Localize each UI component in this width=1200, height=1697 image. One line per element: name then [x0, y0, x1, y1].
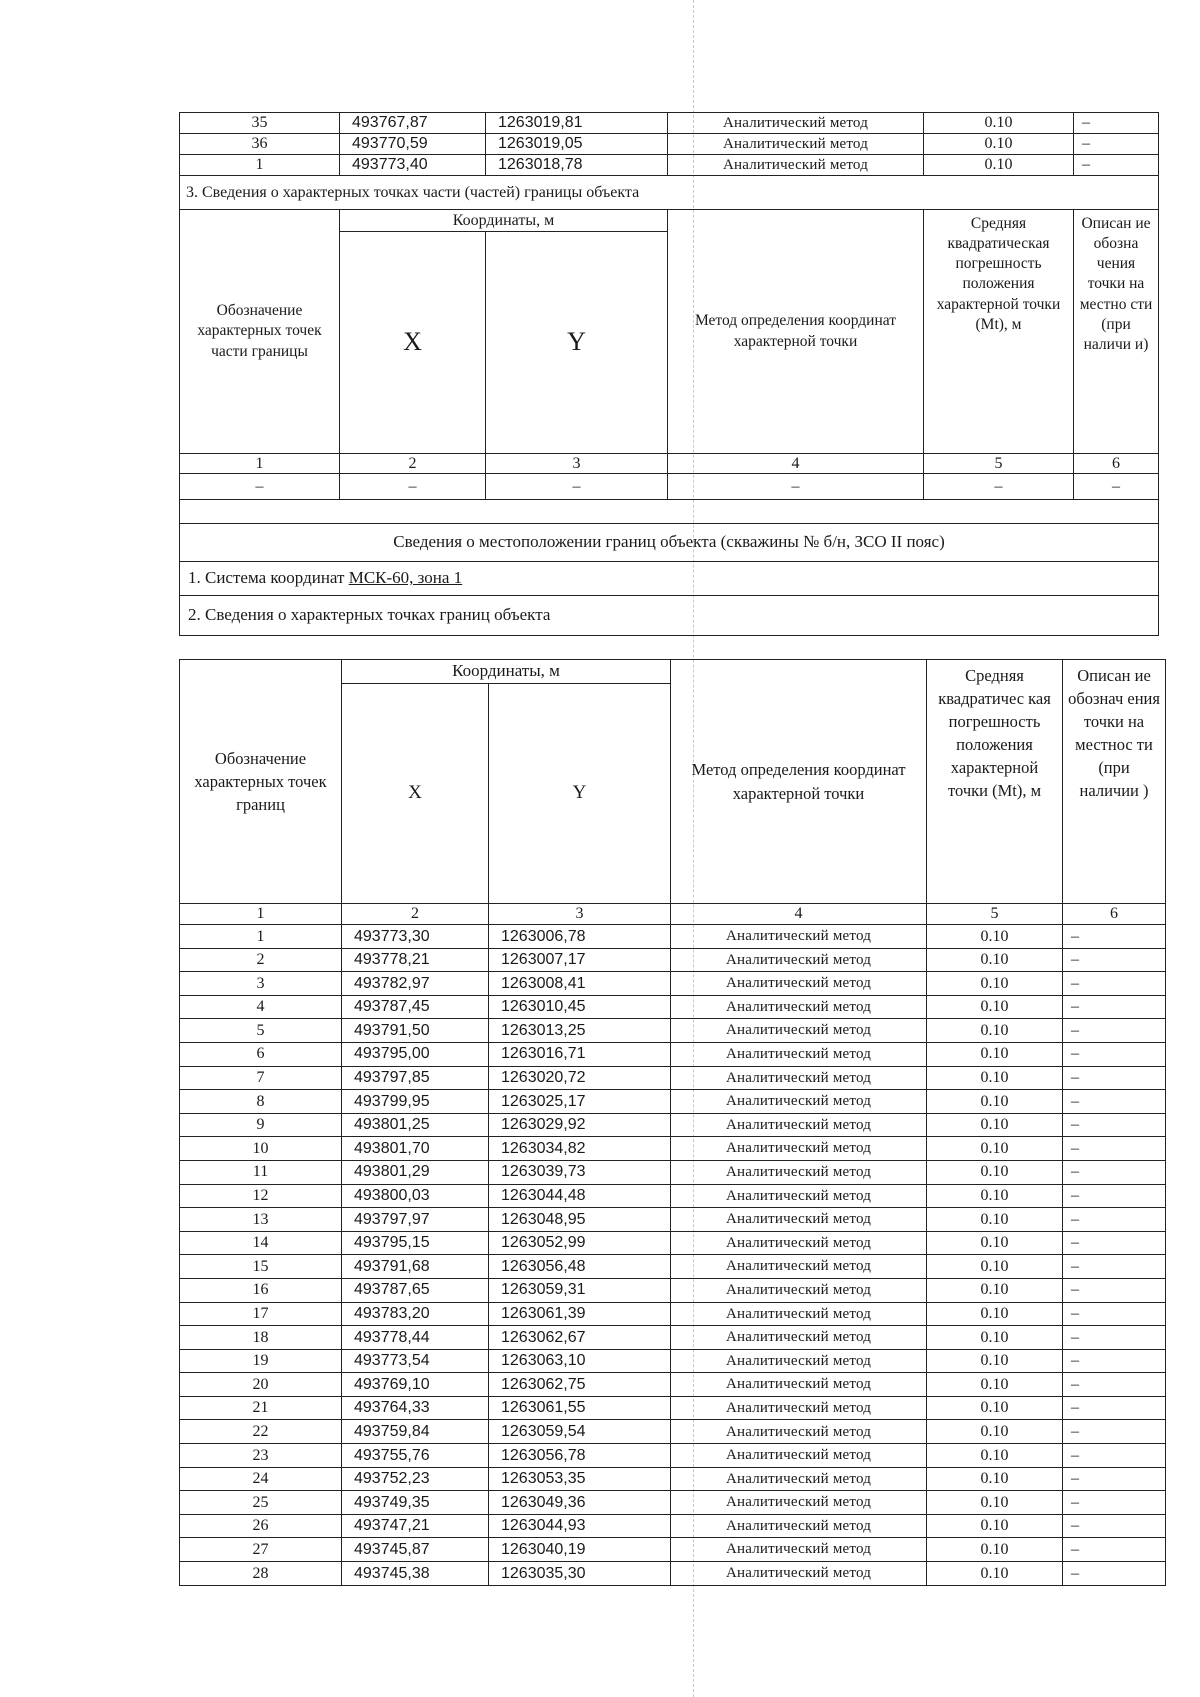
table-row: [180, 1042, 1166, 1066]
description: –: [1063, 1538, 1166, 1562]
coord-x: 493745,38: [342, 1562, 489, 1586]
coord-y: 1263062,75: [489, 1373, 671, 1397]
point-number: 26: [180, 1514, 342, 1538]
error-value: 0.10: [927, 1137, 1063, 1161]
coord-x: 493745,87: [342, 1538, 489, 1562]
error-value: 0.10: [927, 1302, 1063, 1326]
error-value: 0.10: [927, 1255, 1063, 1279]
coord-x: 493799,95: [342, 1090, 489, 1114]
col-number: 2: [340, 454, 486, 474]
error-value: 0.10: [927, 1562, 1063, 1586]
point-number: 35: [180, 113, 340, 134]
spacer-row: [180, 500, 1159, 524]
coord-y: 1263063,10: [489, 1349, 671, 1373]
coord-y: 1263061,55: [489, 1396, 671, 1420]
error-value: 0.10: [924, 113, 1074, 134]
coord-x: 493801,25: [342, 1113, 489, 1137]
point-number: 19: [180, 1349, 342, 1373]
coordinate-system-value: МСК-60, зона 1: [348, 568, 463, 588]
header-coords: Координаты, м: [340, 210, 668, 232]
col-number: 1: [180, 454, 340, 474]
coord-y: 1263035,30: [489, 1562, 671, 1586]
error-value: 0.10: [927, 1349, 1063, 1373]
bottom-table-rows: [180, 925, 1166, 1586]
point-number: 9: [180, 1113, 342, 1137]
table-row: [180, 1302, 1166, 1326]
coord-y: 1263052,99: [489, 1231, 671, 1255]
method: Аналитический метод: [671, 1538, 927, 1562]
table-row: [180, 1349, 1166, 1373]
coordinate-system: [180, 562, 1159, 596]
header-description: Описан ие обознач ения точки на местнос ти (при наличии ): [1063, 660, 1166, 904]
method: Аналитический метод: [671, 1302, 927, 1326]
coord-x: 493797,85: [342, 1066, 489, 1090]
coord-x: 493801,29: [342, 1160, 489, 1184]
description: –: [1063, 1137, 1166, 1161]
point-number: 23: [180, 1444, 342, 1468]
coord-y: 1263049,36: [489, 1491, 671, 1515]
error-value: 0.10: [927, 1514, 1063, 1538]
error-value: 0.10: [927, 1373, 1063, 1397]
table-row: [180, 134, 1159, 155]
coord-y: 1263056,78: [489, 1444, 671, 1468]
col-number: 6: [1074, 454, 1159, 474]
table-row: [180, 1514, 1166, 1538]
coord-y: 1263013,25: [489, 1019, 671, 1043]
header-method: Метод определения координат характерной точки: [671, 660, 927, 904]
method: Аналитический метод: [671, 1137, 927, 1161]
coord-x: 493770,59: [340, 134, 486, 155]
method: Аналитический метод: [671, 925, 927, 949]
error-value: 0.10: [927, 1444, 1063, 1468]
description: –: [1063, 1467, 1166, 1491]
table-row: [180, 1278, 1166, 1302]
coord-y: 1263010,45: [489, 995, 671, 1019]
col-number: 5: [924, 454, 1074, 474]
description: –: [1063, 1562, 1166, 1586]
error-value: 0.10: [927, 1538, 1063, 1562]
point-number: 17: [180, 1302, 342, 1326]
table-row: [180, 1326, 1166, 1350]
method: Аналитический метод: [671, 1467, 927, 1491]
header-point-name: Обозначение характерных точек части границы: [180, 210, 340, 454]
coord-x: 493773,40: [340, 155, 486, 176]
description: –: [1063, 1042, 1166, 1066]
coord-y: 1263025,17: [489, 1090, 671, 1114]
error-value: 0.10: [927, 1491, 1063, 1515]
table-row: [180, 1396, 1166, 1420]
coord-x: 493759,84: [342, 1420, 489, 1444]
error-value: 0.10: [927, 1208, 1063, 1232]
table-row: [180, 1491, 1166, 1515]
description: –: [1063, 1278, 1166, 1302]
col-number: 4: [668, 454, 924, 474]
point-number: 13: [180, 1208, 342, 1232]
coord-y: 1263034,82: [489, 1137, 671, 1161]
description: –: [1063, 1184, 1166, 1208]
description: –: [1063, 1066, 1166, 1090]
coord-x: 493800,03: [342, 1184, 489, 1208]
coord-x: 493773,30: [342, 925, 489, 949]
coord-x: 493787,65: [342, 1278, 489, 1302]
point-number: 6: [180, 1042, 342, 1066]
coord-x: 493782,97: [342, 972, 489, 996]
coord-y: 1263053,35: [489, 1467, 671, 1491]
method: Аналитический метод: [668, 155, 924, 176]
point-number: 5: [180, 1019, 342, 1043]
description: –: [1063, 1019, 1166, 1043]
table-row: [180, 1019, 1166, 1043]
point-number: 12: [180, 1184, 342, 1208]
point-number: 14: [180, 1231, 342, 1255]
point-number: 25: [180, 1491, 342, 1515]
coord-x: 493797,97: [342, 1208, 489, 1232]
description: –: [1063, 1255, 1166, 1279]
error-value: 0.10: [927, 1326, 1063, 1350]
coord-x: 493795,00: [342, 1042, 489, 1066]
method: Аналитический метод: [671, 1349, 927, 1373]
error-value: 0.10: [927, 1019, 1063, 1043]
coord-x: 493769,10: [342, 1373, 489, 1397]
coord-x: 493801,70: [342, 1137, 489, 1161]
method: Аналитический метод: [671, 972, 927, 996]
method: Аналитический метод: [671, 1562, 927, 1586]
error-value: 0.10: [924, 155, 1074, 176]
coord-y: 1263029,92: [489, 1113, 671, 1137]
col-number: 1: [180, 904, 342, 925]
point-number: 20: [180, 1373, 342, 1397]
col-number: 4: [671, 904, 927, 925]
table-row: [180, 1373, 1166, 1397]
header-y: Y: [489, 684, 671, 904]
point-number: 8: [180, 1090, 342, 1114]
point-number: 18: [180, 1326, 342, 1350]
header-x: X: [340, 232, 486, 454]
coord-x: 493787,45: [342, 995, 489, 1019]
header-error: Средняя квадратичес кая погрешность положения характерной точки (Mt), м: [927, 660, 1063, 904]
description: –: [1063, 1420, 1166, 1444]
table-row: [180, 1444, 1166, 1468]
error-value: 0.10: [927, 1396, 1063, 1420]
point-number: 27: [180, 1538, 342, 1562]
error-value: 0.10: [927, 1467, 1063, 1491]
description: –: [1063, 1444, 1166, 1468]
table-row: [180, 113, 1159, 134]
coord-x: 493795,15: [342, 1231, 489, 1255]
description: –: [1063, 1231, 1166, 1255]
description: –: [1063, 1514, 1166, 1538]
coord-y: 1263007,17: [489, 948, 671, 972]
coord-y: 1263008,41: [489, 972, 671, 996]
coord-x: 493749,35: [342, 1491, 489, 1515]
error-value: 0.10: [927, 1090, 1063, 1114]
coord-y: 1263044,93: [489, 1514, 671, 1538]
coord-x: 493773,54: [342, 1349, 489, 1373]
method: Аналитический метод: [671, 1420, 927, 1444]
point-number: 7: [180, 1066, 342, 1090]
col-number: 3: [489, 904, 671, 925]
description: –: [1063, 1113, 1166, 1137]
header-x: X: [342, 684, 489, 904]
method: Аналитический метод: [671, 1208, 927, 1232]
header-description: Описан ие обозна чения точки на местно сти (при наличи и): [1074, 210, 1159, 454]
coord-x: 493755,76: [342, 1444, 489, 1468]
col-number: 3: [486, 454, 668, 474]
coordinate-system-label: 1. Система координат: [188, 568, 349, 588]
error-value: 0.10: [927, 972, 1063, 996]
method: Аналитический метод: [671, 1444, 927, 1468]
method: Аналитический метод: [668, 134, 924, 155]
description: –: [1063, 1090, 1166, 1114]
table-row: [180, 155, 1159, 176]
error-value: 0.10: [927, 1231, 1063, 1255]
error-value: 0.10: [927, 1066, 1063, 1090]
header-numbers-row: [180, 904, 1166, 925]
method: Аналитический метод: [671, 1373, 927, 1397]
col-number: 5: [927, 904, 1063, 925]
method: Аналитический метод: [671, 1255, 927, 1279]
method: Аналитический метод: [671, 1326, 927, 1350]
error-value: 0.10: [927, 1420, 1063, 1444]
error-value: 0.10: [927, 1113, 1063, 1137]
coord-x: 493764,33: [342, 1396, 489, 1420]
coord-y: 1263016,71: [489, 1042, 671, 1066]
coord-x: 493767,87: [340, 113, 486, 134]
table-row: [180, 1255, 1166, 1279]
table-row: [180, 1562, 1166, 1586]
description: –: [1063, 1302, 1166, 1326]
method: Аналитический метод: [671, 1019, 927, 1043]
error-value: 0.10: [927, 995, 1063, 1019]
header-coords: Координаты, м: [342, 660, 671, 684]
coord-y: 1263061,39: [489, 1302, 671, 1326]
empty-row: [180, 474, 1159, 500]
coord-x: 493783,20: [342, 1302, 489, 1326]
method: Аналитический метод: [671, 1184, 927, 1208]
description: –: [1063, 948, 1166, 972]
point-number: 11: [180, 1160, 342, 1184]
point-number: 22: [180, 1420, 342, 1444]
coord-y: 1263020,72: [489, 1066, 671, 1090]
error-value: 0.10: [927, 948, 1063, 972]
coord-y: 1263059,31: [489, 1278, 671, 1302]
table-row: [180, 1184, 1166, 1208]
description: –: [1063, 995, 1166, 1019]
coord-y: 1263018,78: [486, 155, 668, 176]
point-number: 3: [180, 972, 342, 996]
table-row: [180, 1420, 1166, 1444]
point-number: 16: [180, 1278, 342, 1302]
method: Аналитический метод: [671, 1231, 927, 1255]
point-number: 24: [180, 1467, 342, 1491]
table-row: [180, 925, 1166, 949]
section-2-title: 2. Сведения о характерных точках границ объекта: [180, 596, 1159, 636]
description: –: [1074, 113, 1159, 134]
coord-y: 1263019,05: [486, 134, 668, 155]
top-table-rows: [180, 113, 1159, 176]
coord-x: 493791,50: [342, 1019, 489, 1043]
coord-y: 1263019,81: [486, 113, 668, 134]
point-number: 15: [180, 1255, 342, 1279]
coord-x: 493747,21: [342, 1514, 489, 1538]
coord-x: 493778,44: [342, 1326, 489, 1350]
bottom-table: [179, 659, 1166, 1586]
description: –: [1063, 1491, 1166, 1515]
description: –: [1063, 972, 1166, 996]
header-y: Y: [486, 232, 668, 454]
table-row: [180, 948, 1166, 972]
coord-y: 1263062,67: [489, 1326, 671, 1350]
method: Аналитический метод: [671, 995, 927, 1019]
method: Аналитический метод: [671, 1090, 927, 1114]
table-row: [180, 972, 1166, 996]
header-numbers-row: [180, 454, 1159, 474]
method: Аналитический метод: [671, 1042, 927, 1066]
table-row: [180, 995, 1166, 1019]
point-number: 28: [180, 1562, 342, 1586]
description: –: [1063, 925, 1166, 949]
error-value: 0.10: [927, 1160, 1063, 1184]
table-row: [180, 1066, 1166, 1090]
method: Аналитический метод: [671, 1160, 927, 1184]
table-row: [180, 1113, 1166, 1137]
description: –: [1074, 134, 1159, 155]
coord-y: 1263059,54: [489, 1420, 671, 1444]
empty-cell: –: [340, 474, 486, 500]
method: Аналитический метод: [671, 1491, 927, 1515]
coord-y: 1263006,78: [489, 925, 671, 949]
header-method: Метод определения координат характерной точки: [668, 210, 924, 454]
table-row: [180, 1538, 1166, 1562]
method: Аналитический метод: [671, 948, 927, 972]
method: Аналитический метод: [671, 1066, 927, 1090]
coord-y: 1263044,48: [489, 1184, 671, 1208]
point-number: 36: [180, 134, 340, 155]
coord-y: 1263056,48: [489, 1255, 671, 1279]
header-error: Средняя квадратическая погрешность положения характерной точки (Mt), м: [924, 210, 1074, 454]
point-number: 21: [180, 1396, 342, 1420]
table-row: [180, 1467, 1166, 1491]
table-row: [180, 1090, 1166, 1114]
block-2-title: Сведения о местоположении границ объекта (скважины № б/н, ЗСО II пояс): [180, 524, 1159, 562]
empty-cell: –: [1074, 474, 1159, 500]
table-row: [180, 1231, 1166, 1255]
description: –: [1063, 1208, 1166, 1232]
point-number: 10: [180, 1137, 342, 1161]
coord-x: 493778,21: [342, 948, 489, 972]
description: –: [1074, 155, 1159, 176]
empty-cell: –: [486, 474, 668, 500]
table-row: [180, 1208, 1166, 1232]
error-value: 0.10: [927, 925, 1063, 949]
error-value: 0.10: [927, 1278, 1063, 1302]
description: –: [1063, 1326, 1166, 1350]
coord-y: 1263040,19: [489, 1538, 671, 1562]
error-value: 0.10: [927, 1042, 1063, 1066]
section-3-title: 3. Сведения о характерных точках части (частей) границы объекта: [180, 176, 1159, 210]
top-table: [179, 112, 1159, 636]
point-number: 2: [180, 948, 342, 972]
table-row: [180, 1160, 1166, 1184]
method: Аналитический метод: [671, 1514, 927, 1538]
method: Аналитический метод: [671, 1278, 927, 1302]
coord-y: 1263039,73: [489, 1160, 671, 1184]
point-number: 4: [180, 995, 342, 1019]
description: –: [1063, 1349, 1166, 1373]
method: Аналитический метод: [668, 113, 924, 134]
col-number: 6: [1063, 904, 1166, 925]
coord-y: 1263048,95: [489, 1208, 671, 1232]
coord-x: 493791,68: [342, 1255, 489, 1279]
method: Аналитический метод: [671, 1396, 927, 1420]
header-point-name: Обозначение характерных точек границ: [180, 660, 342, 904]
col-number: 2: [342, 904, 489, 925]
empty-cell: –: [180, 474, 340, 500]
error-value: 0.10: [927, 1184, 1063, 1208]
coord-x: 493752,23: [342, 1467, 489, 1491]
method: Аналитический метод: [671, 1113, 927, 1137]
description: –: [1063, 1160, 1166, 1184]
point-number: 1: [180, 925, 342, 949]
description: –: [1063, 1373, 1166, 1397]
table-row: [180, 1137, 1166, 1161]
empty-cell: –: [668, 474, 924, 500]
empty-cell: –: [924, 474, 1074, 500]
description: –: [1063, 1396, 1166, 1420]
error-value: 0.10: [924, 134, 1074, 155]
point-number: 1: [180, 155, 340, 176]
